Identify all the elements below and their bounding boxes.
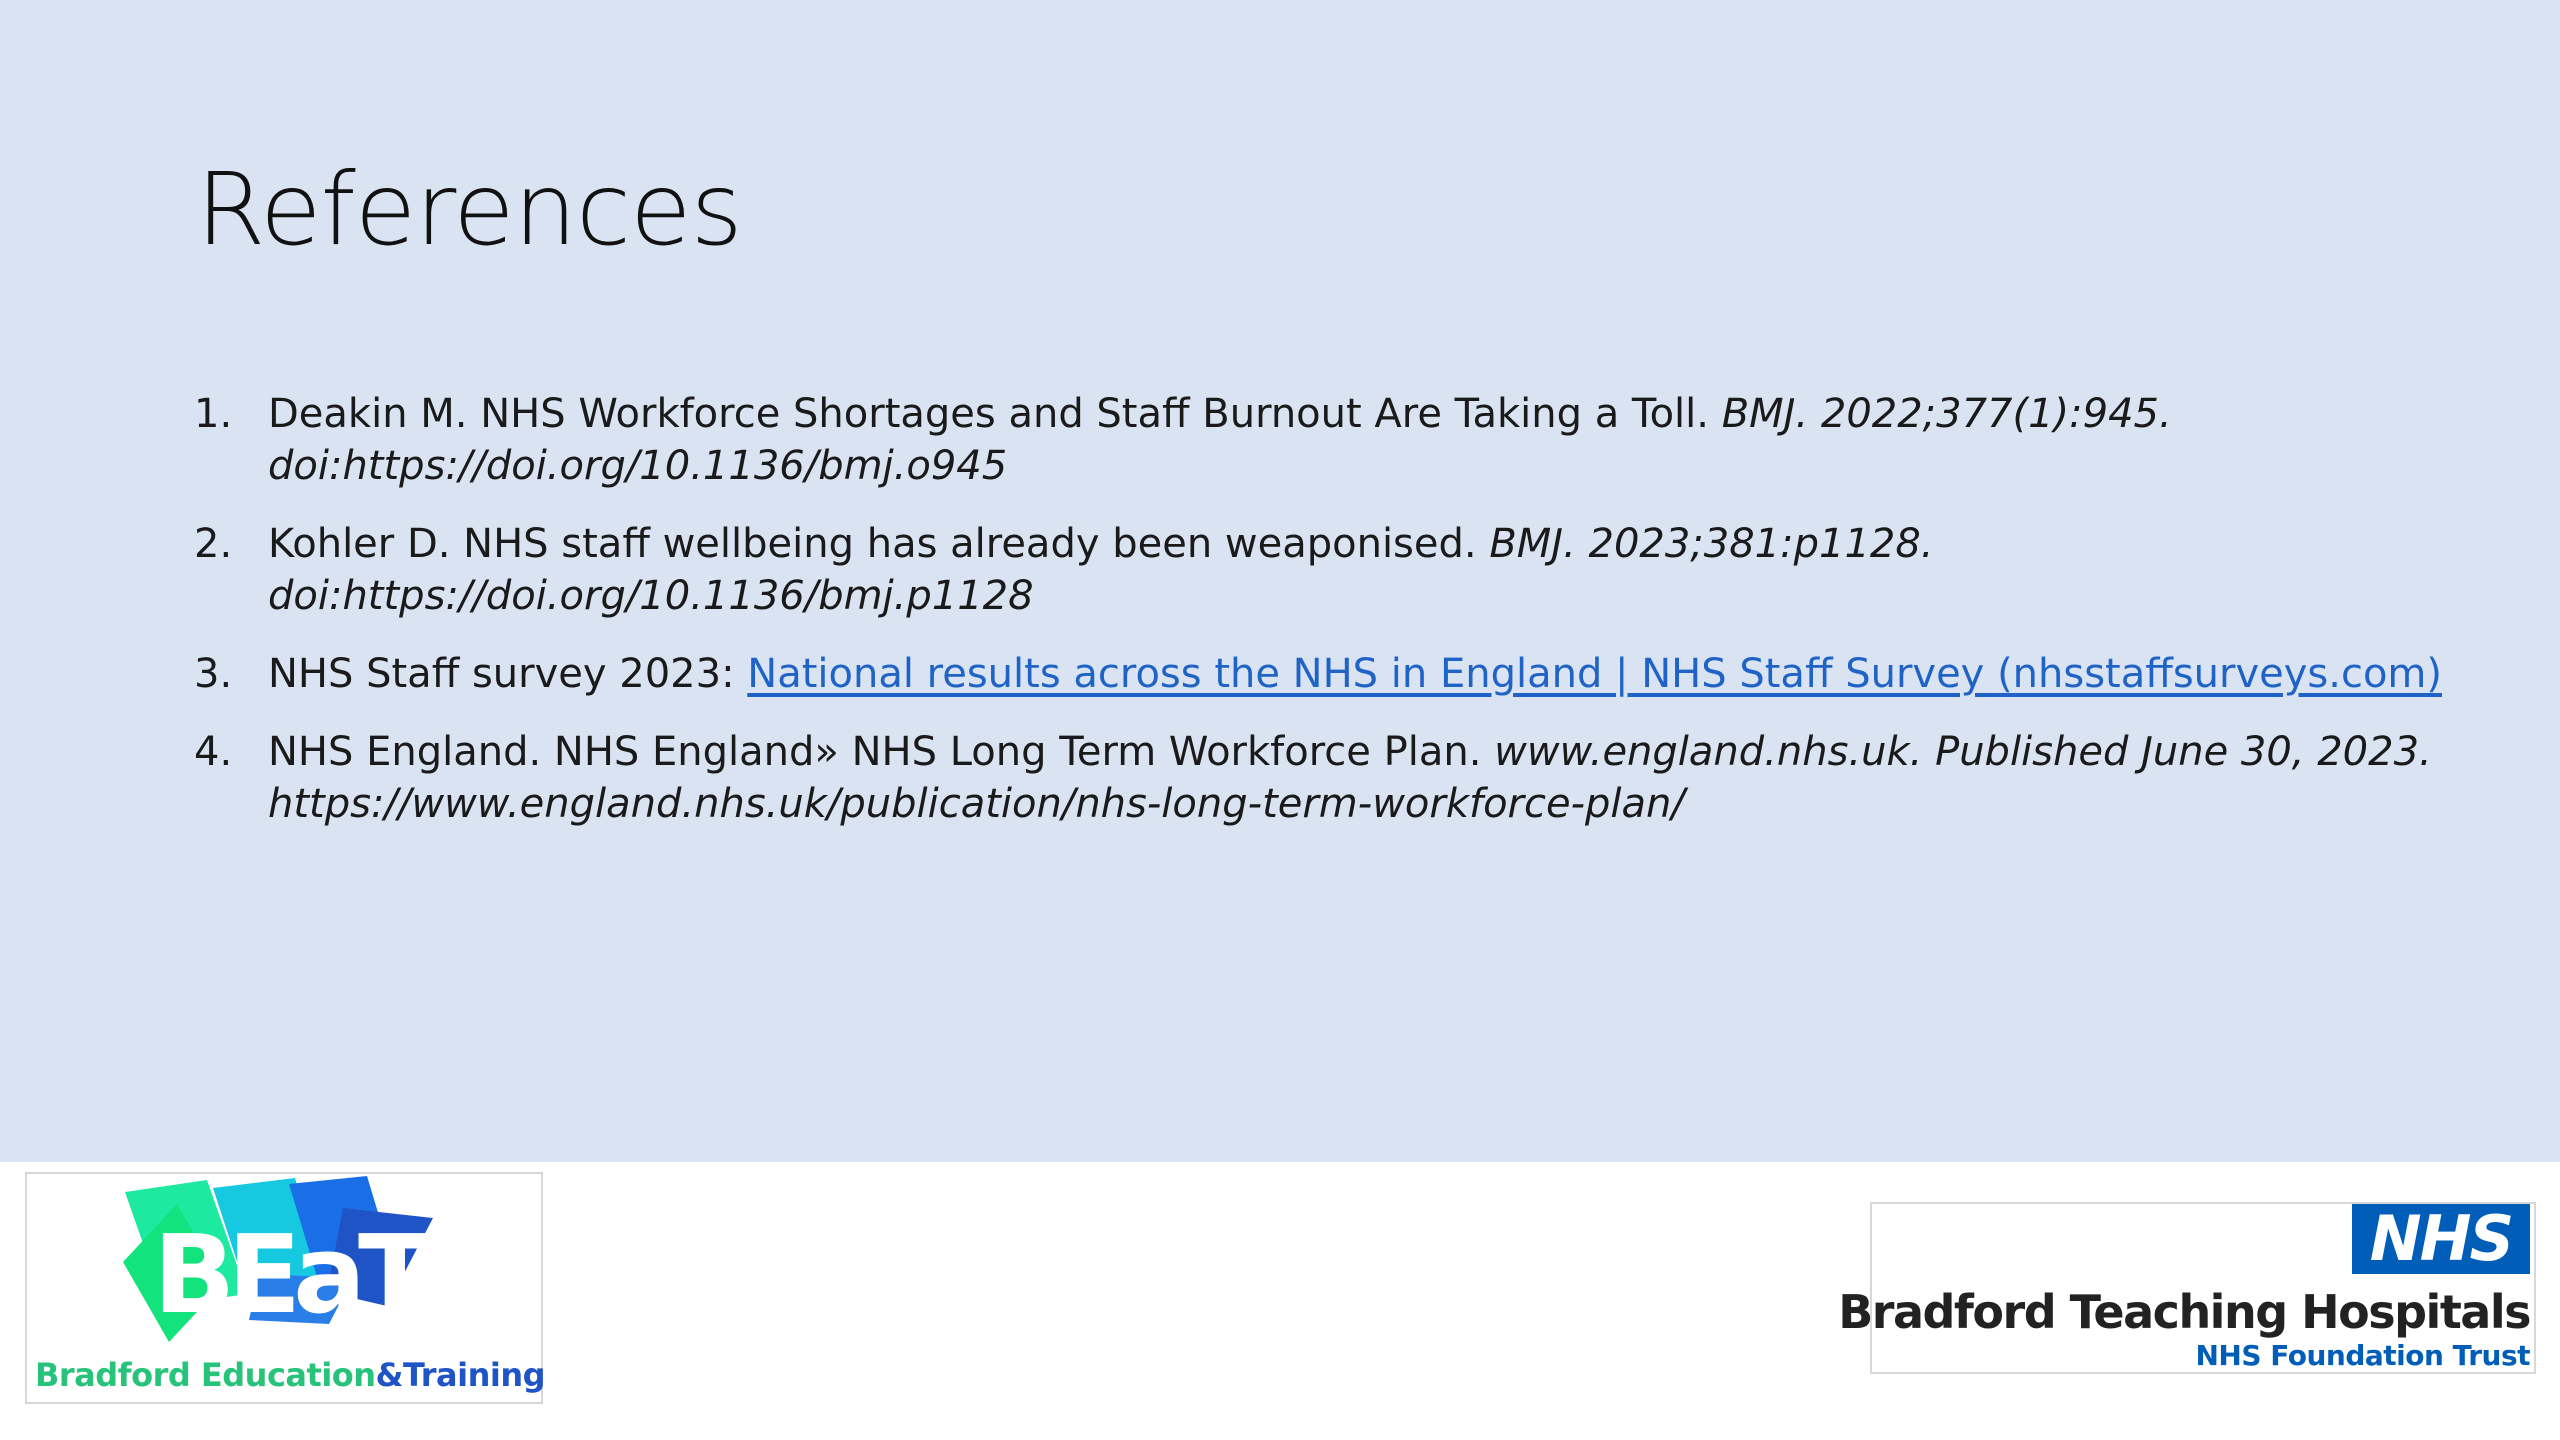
reference-citation-italic: BMJ. 2022;377(1):945. <box>1721 391 2172 437</box>
nhs-trust-name: NHS Foundation Trust <box>2195 1339 2530 1372</box>
reference-line <box>268 726 2490 778</box>
reference-citation-italic: www.england.nhs.uk. Published June 30, 2023. <box>1494 729 2432 775</box>
reference-text: Kohler D. NHS staff wellbeing has already been weaponised. <box>268 521 1490 567</box>
reference-line <box>268 518 2490 570</box>
reference-line <box>268 778 2490 830</box>
beat-logo-wordmark: BEaT <box>153 1213 424 1338</box>
beat-logo-tagline: Bradford Education&Training <box>35 1356 546 1394</box>
reference-number: 3. <box>194 651 233 697</box>
beat-logo <box>25 1172 546 1404</box>
reference-item <box>190 388 2490 492</box>
reference-number: 2. <box>194 521 233 567</box>
nhs-badge: NHS <box>2352 1204 2530 1274</box>
reference-citation-italic: doi:https://doi.org/10.1136/bmj.p1128 <box>268 573 1034 619</box>
reference-list <box>190 388 2490 856</box>
reference-text: NHS Staff survey 2023: <box>268 651 748 697</box>
reference-item <box>190 726 2490 830</box>
reference-line <box>268 570 2490 622</box>
reference-text: NHS England. NHS England» NHS Long Term Workforce Plan. <box>268 729 1495 775</box>
nhs-trust-logo <box>1838 1202 2536 1374</box>
nhs-organisation-name: Bradford Teaching Hospitals <box>1838 1285 2530 1339</box>
reference-item <box>190 648 2490 700</box>
reference-citation-italic: BMJ. 2023;381:p1128. <box>1489 521 1934 567</box>
reference-citation-italic: https://www.england.nhs.uk/publication/nhs-long-term-workforce-plan/ <box>268 781 1685 827</box>
slide-title: References <box>196 151 742 268</box>
reference-text: Deakin M. NHS Workforce Shortages and Staff Burnout Are Taking a Toll. <box>268 391 1722 437</box>
reference-number: 4. <box>194 729 233 775</box>
reference-item <box>190 518 2490 622</box>
reference-number: 1. <box>194 391 233 437</box>
reference-line <box>268 440 2490 492</box>
reference-citation-italic: doi:https://doi.org/10.1136/bmj.o945 <box>268 443 1008 489</box>
reference-line <box>268 648 2490 700</box>
reference-line <box>268 388 2490 440</box>
reference-link[interactable]: National results across the NHS in England | NHS Staff Survey (nhsstaffsurveys.com) <box>747 651 2442 697</box>
